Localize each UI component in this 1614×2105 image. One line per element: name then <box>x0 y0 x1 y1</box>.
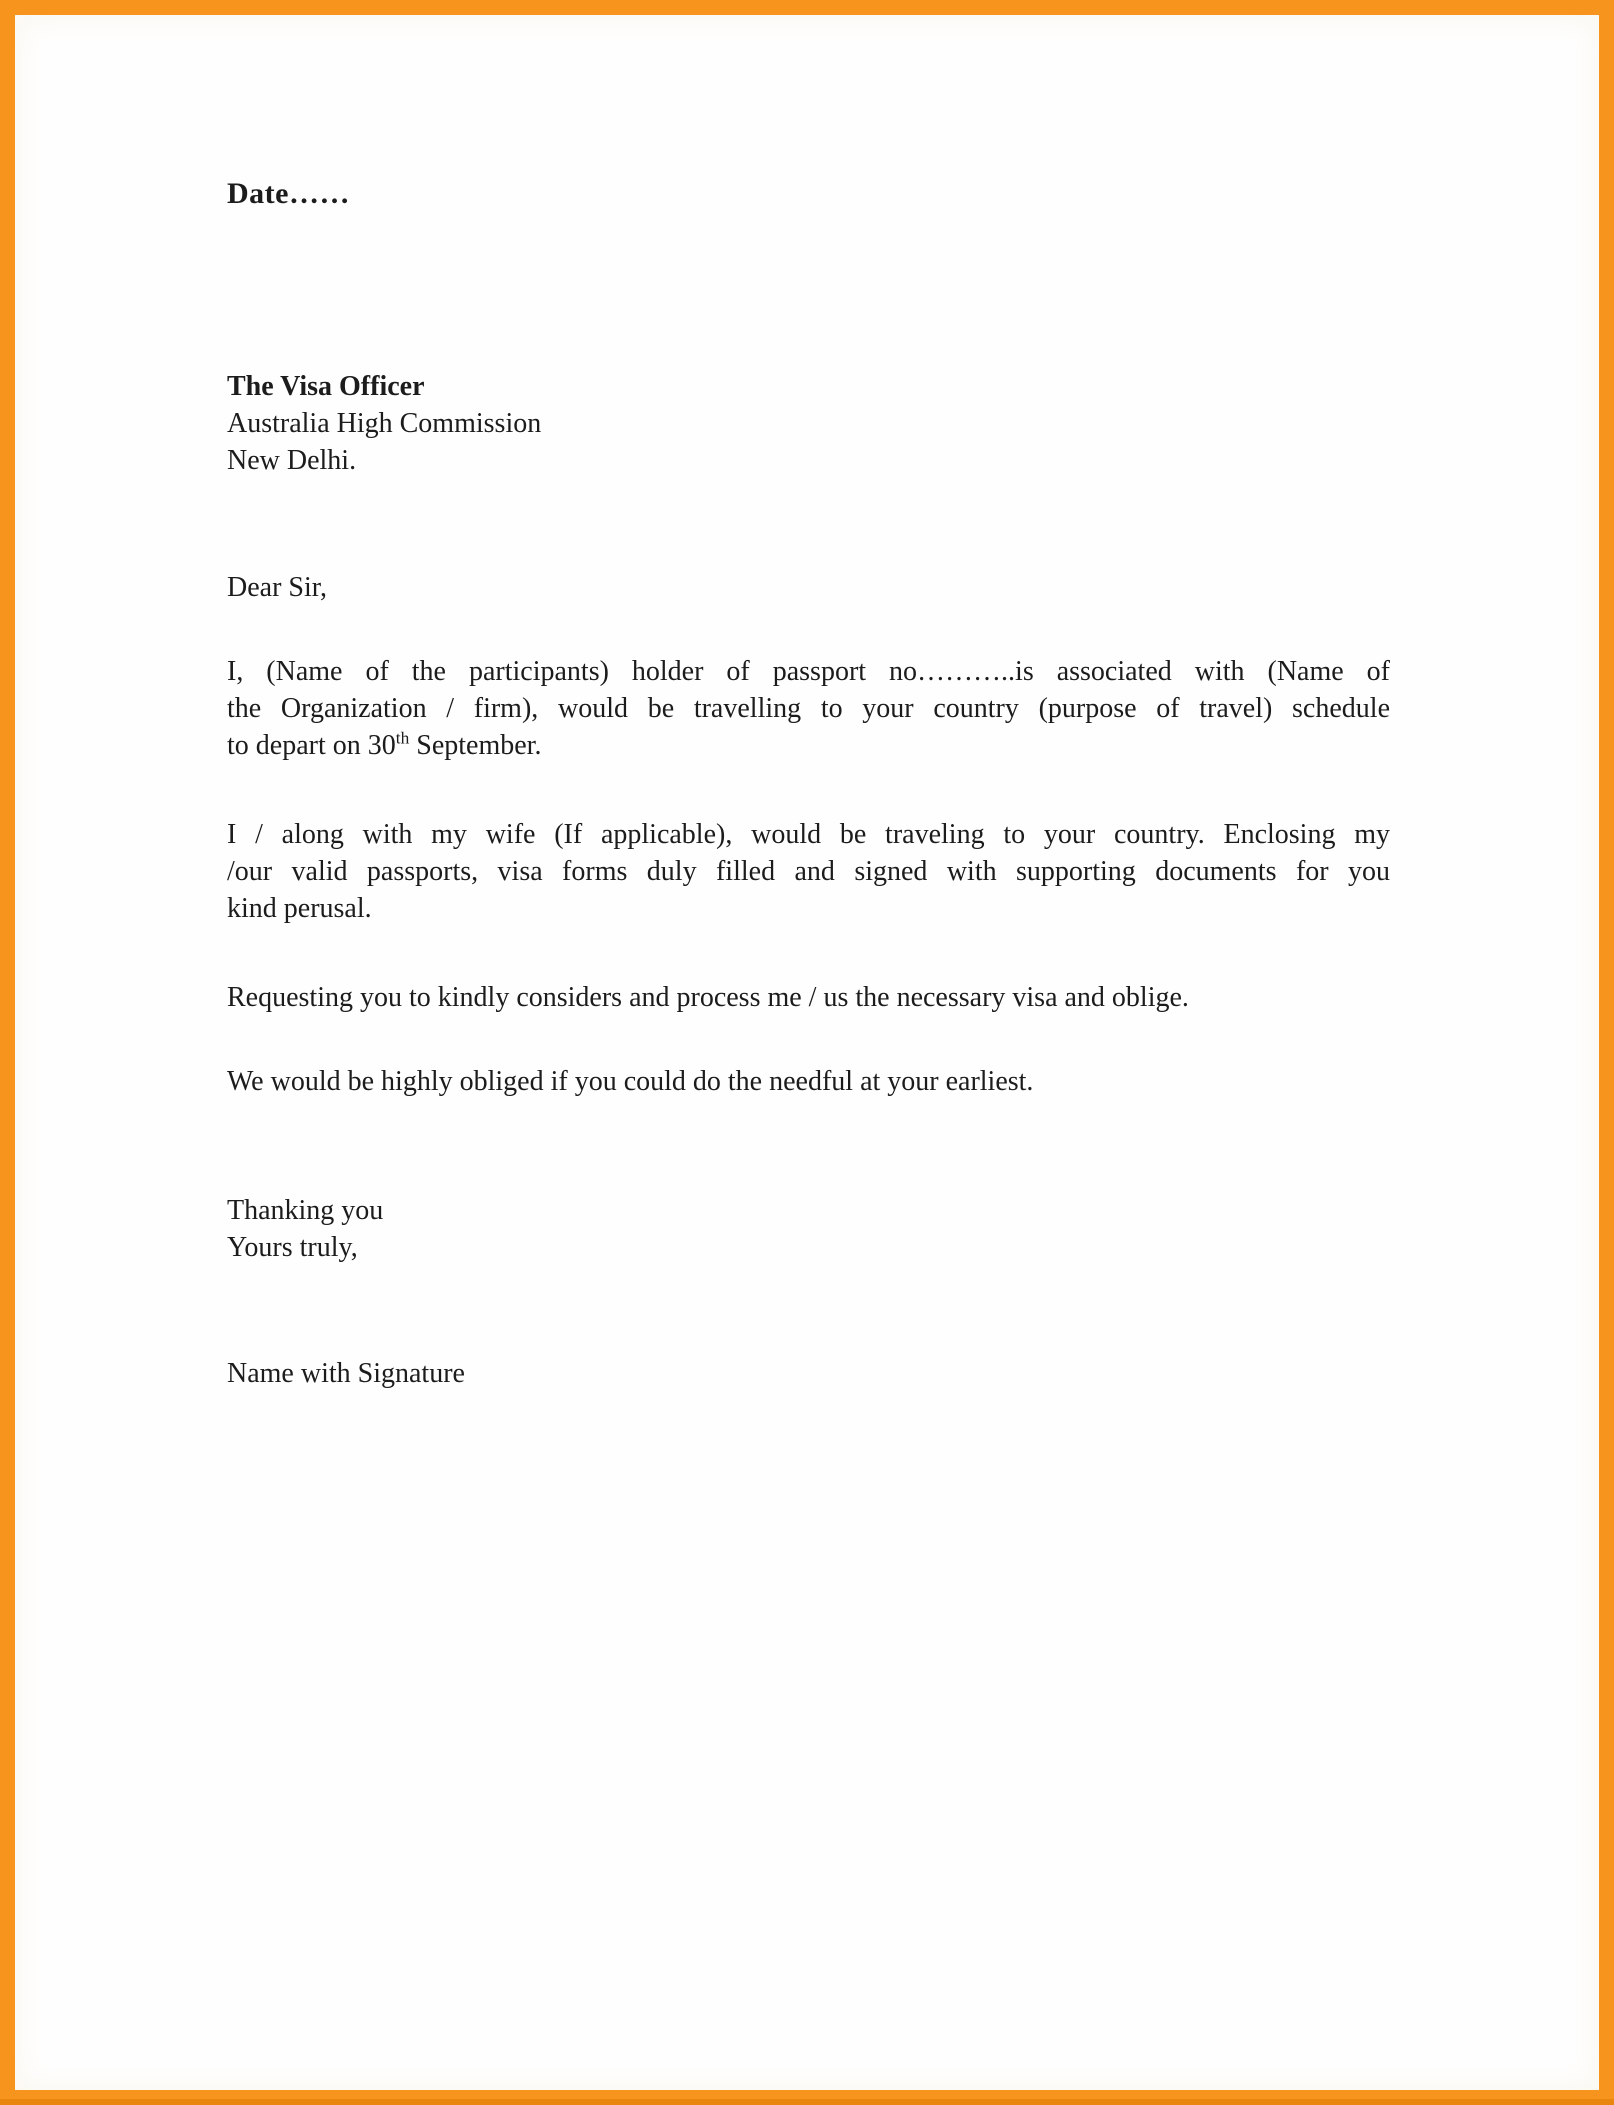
recipient-block <box>227 368 1390 479</box>
closing-thanks: Thanking you <box>227 1195 384 1226</box>
closing-block <box>227 1192 1390 1266</box>
recipient-name: The Visa Officer <box>227 371 425 402</box>
ordinal-superscript: th <box>395 728 410 748</box>
date-line: Date…… <box>227 177 350 210</box>
paragraph-1-line-3-tail: September. <box>409 730 542 761</box>
paragraph-4-line-1: We would be highly obliged if you could do the needful at your earliest. <box>227 1066 1034 1097</box>
signature-line: Name with Signature <box>227 1358 465 1389</box>
frame-bottom-edge <box>0 2099 1614 2105</box>
paragraph-3 <box>227 979 1390 1016</box>
salutation: Dear Sir, <box>227 572 327 603</box>
closing-yours: Yours truly, <box>227 1232 358 1263</box>
paragraph-1-line-2: the Organization / firm), would be travelling to your country (purpose of travel) schedule <box>227 693 1390 724</box>
paragraph-2 <box>227 816 1390 927</box>
paragraph-1-line-3 <box>227 727 1390 764</box>
paragraph-2-line-2: /our valid passports, visa forms duly filled and signed with supporting documents for you <box>227 856 1390 887</box>
paragraph-4 <box>227 1063 1390 1100</box>
paragraph-1-line-1: I, (Name of the participants) holder of passport no………..is associated with (Name of <box>227 656 1390 687</box>
paragraph-2-line-3: kind perusal. <box>227 893 372 924</box>
letter-content <box>15 15 1599 1392</box>
paragraph-1-line-3-text: to depart on 30 <box>227 730 396 761</box>
paragraph-1 <box>227 653 1390 764</box>
paragraph-3-line-1: Requesting you to kindly considers and process me / us the necessary visa and oblige. <box>227 982 1189 1013</box>
recipient-organization: Australia High Commission <box>227 408 542 439</box>
recipient-city: New Delhi. <box>227 445 357 476</box>
paragraph-2-line-1: I / along with my wife (If applicable), would be traveling to your country. Enclosing my <box>227 819 1390 850</box>
letter-page <box>15 15 1599 2090</box>
